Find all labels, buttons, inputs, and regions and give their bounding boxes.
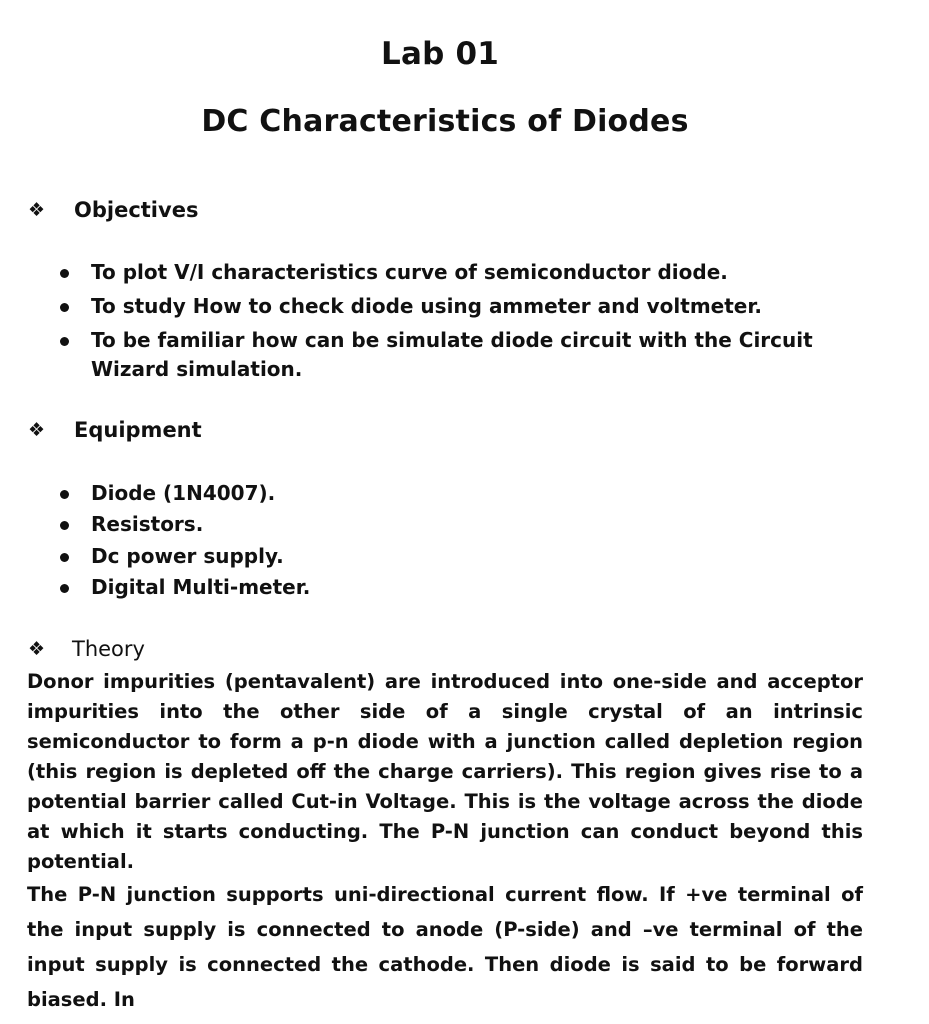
bullet-dot-icon	[60, 521, 69, 530]
bullet-dot-icon	[60, 337, 69, 346]
list-item: Digital Multi-meter.	[60, 573, 840, 602]
bullet-dot-icon	[60, 584, 69, 593]
objectives-list	[60, 258, 840, 384]
lab-title: Lab 01	[381, 36, 499, 72]
diamond-bullet-icon: ❖	[28, 638, 46, 660]
theory-heading	[28, 637, 145, 661]
bullet-dot-icon	[60, 490, 69, 499]
diamond-bullet-icon: ❖	[28, 419, 46, 441]
equipment-list	[60, 479, 840, 602]
list-item: To plot V/I characteristics curve of semiconductor diode.	[60, 258, 840, 287]
bullet-dot-icon	[60, 269, 69, 278]
bullet-dot-icon	[60, 303, 69, 312]
theory-paragraph-2: The P-N junction supports uni-directional current flow. If +ve terminal of the input supply is connected to anode (P-side) and –ve terminal of the input supply is connected the cathode. Then diode is said to be forward biased. In	[27, 883, 863, 1011]
list-item: To study How to check diode using ammeter and voltmeter.	[60, 292, 840, 321]
equipment-heading-label: Equipment	[74, 418, 202, 442]
list-item: Resistors.	[60, 510, 840, 539]
objectives-heading	[28, 198, 198, 222]
bullet-dot-icon	[60, 553, 69, 562]
diamond-bullet-icon: ❖	[28, 199, 46, 221]
equipment-heading	[28, 418, 202, 442]
objectives-heading-label: Objectives	[74, 198, 199, 222]
theory-paragraph-1: Donor impurities (pentavalent) are introduced into one-side and acceptor impurities into the other side of a single crystal of an intrinsic semiconductor to form a p-n diode with a junction called depletion region (this region is depleted off the charge carriers). This region gives rise to a potential barrier called Cut-in Voltage. This is the voltage across the diode at which it starts conducting. The P-N junction can conduct beyond this potential.	[27, 670, 863, 873]
list-item: Diode (1N4007).	[60, 479, 840, 508]
lab-subtitle: DC Characteristics of Diodes	[201, 104, 689, 139]
theory-heading-label: Theory	[72, 637, 145, 661]
list-item: To be familiar how can be simulate diode circuit with the Circuit Wizard simulation.	[60, 326, 840, 384]
list-item: Dc power supply.	[60, 542, 840, 571]
